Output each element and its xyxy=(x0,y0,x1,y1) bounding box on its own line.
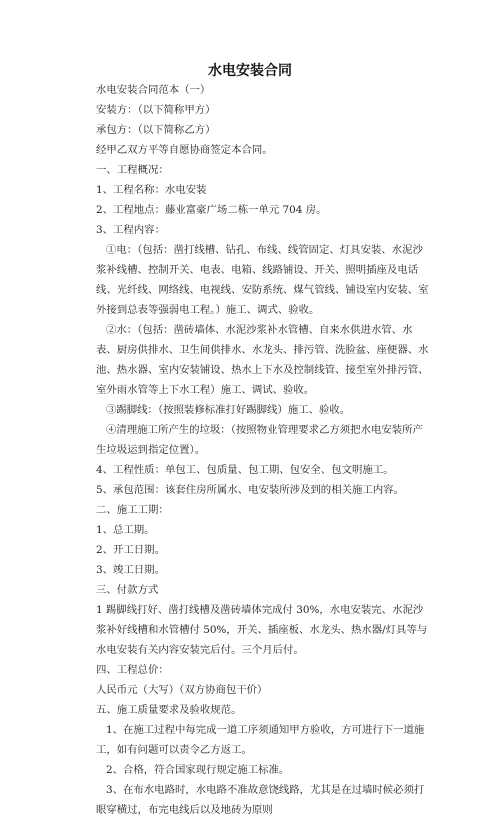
paragraph: 2、开工日期。 xyxy=(96,544,165,556)
section-heading: 二、施工工期： xyxy=(96,504,169,516)
paragraph: 经甲乙双方平等自愿协商签定本合同。 xyxy=(96,144,273,156)
document-body xyxy=(96,80,432,820)
paragraph: 1 踢脚线打好、凿打线槽及凿砖墙体完成付 30%，水电安装完、水泥沙浆补好线槽和水管槽付 50%，开关、插座板、水龙头、热水器/灯具等与水电安装有关内容安装完后付。三个月后付。 xyxy=(96,604,428,656)
paragraph: 水电安装合同范本（一） xyxy=(96,84,211,96)
section-heading: 三、付款方式 xyxy=(96,584,159,596)
paragraph: 3、工程内容： xyxy=(96,224,165,236)
paragraph: 4、工程性质：单包工、包质量、包工期、包安全、包文明施工。 xyxy=(96,464,394,476)
section-heading: 四、工程总价： xyxy=(96,664,169,676)
paragraph: 3、竣工日期。 xyxy=(96,564,165,576)
document-title: 水电安装合同 xyxy=(208,63,292,79)
paragraph: 1、在施工过程中每完成一道工序须通知甲方验收，方可进行下一道施工，如有问题可以责令乙方返工。 xyxy=(96,724,425,756)
section-heading: 五、施工质量要求及验收规范。 xyxy=(96,704,242,716)
paragraph: 1、总工期。 xyxy=(96,524,155,536)
paragraph: ④清理施工所产生的垃圾：（按照物业管理要求乙方须把水电安装所产生垃圾运到指定位置）。 xyxy=(96,424,423,456)
paragraph: 1、工程名称：水电安装 xyxy=(96,184,207,196)
paragraph: 3、在布水电路时，水电路不准故意饶线路，尤其是在过墙时候必须打眼穿横过，布完电线后以及地砖为原则 xyxy=(96,784,425,816)
paragraph: 5、承包范围：该套住房所属水、电安装所涉及到的相关施工内容。 xyxy=(96,484,404,496)
paragraph: 2、工程地点：藤业富豪广场二栋一单元 704 房。 xyxy=(96,204,327,216)
paragraph: ②水：（包括：凿砖墙体、水泥沙浆补水管槽、自来水供进水管、水表、厨房供排水、卫生间供排水、水龙头、排污管、洗脸盆、座便器、水池、热水器、室内安装铺设、热水上下水及控制线管、接至室外排污管、室外雨水管等上下水工程）施工、调试、验收。 xyxy=(96,324,429,396)
paragraph: 安装方：（以下简称甲方） xyxy=(96,104,216,116)
paragraph: ①电：（包括：凿打线槽、钻孔、布线、线管固定、灯具安装、水泥沙浆补线槽、控制开关、电表、电箱、线路铺设、开关、照明插座及电话线、光纤线、网络线、电视线、安防系统、煤气管线、铺设室内安装、室外接到总表等强弱电工程。）施工、调式、验收。 xyxy=(96,244,429,316)
paragraph: 人民币元（大写）（双方协商包干价） xyxy=(96,684,268,696)
paragraph: 2、合格，符合国家现行规定施工标准。 xyxy=(106,764,290,776)
section-heading: 一、工程概况： xyxy=(96,164,169,176)
paragraph: 承包方：（以下简称乙方） xyxy=(96,124,216,136)
paragraph: ③踢脚线：（按照装修标准打好踢脚线）施工、验收。 xyxy=(106,404,351,416)
